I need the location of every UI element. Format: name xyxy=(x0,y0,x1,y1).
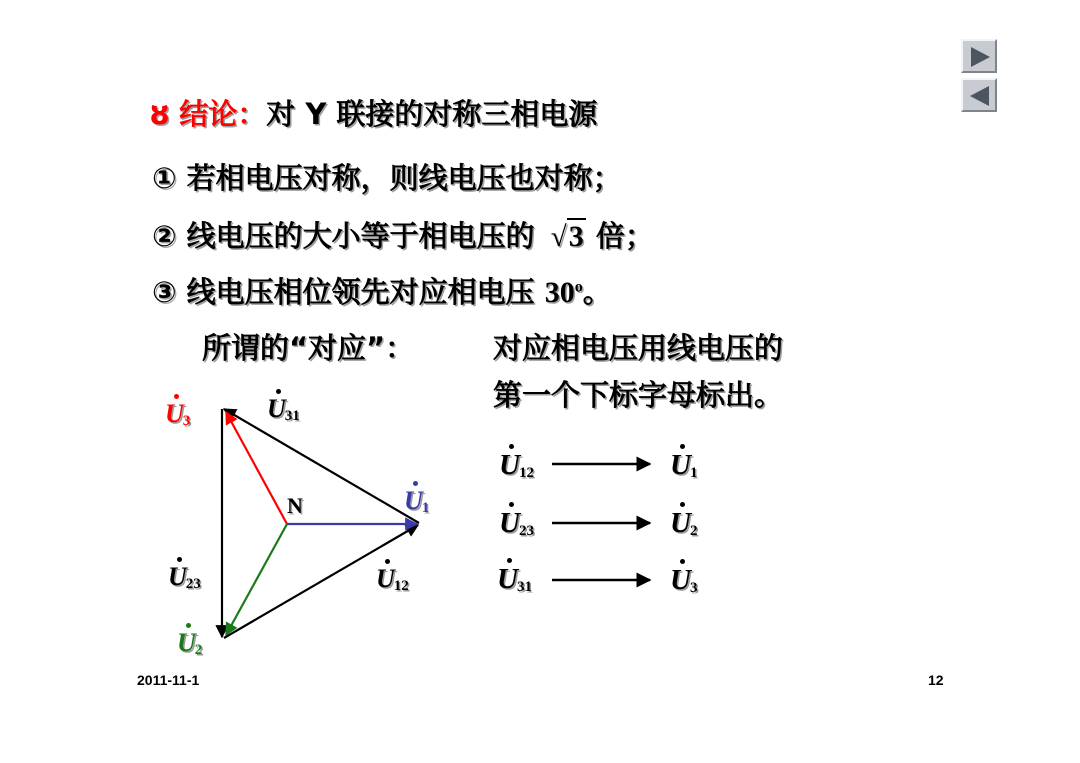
phasor-label-u2: $U_2$ xyxy=(177,628,203,658)
page-number: 12 xyxy=(928,672,944,688)
item-3-number: ③ xyxy=(152,275,177,309)
angle-unit: o xyxy=(574,278,583,296)
footer-date: 2011-11-1 xyxy=(137,672,200,688)
item-3-text: 线电压相位领先对应相电压 xyxy=(186,275,535,309)
angle-value: 30 xyxy=(544,276,575,309)
note-label: 所谓的“对应”： xyxy=(202,331,415,365)
mapping-from-1: $U_{12}$ xyxy=(499,449,534,481)
mapping-from-3: $U_{31}$ xyxy=(497,563,532,595)
conclusion-text: 对 Y 联接的对称三相电源 xyxy=(266,97,598,131)
item-1-number: ① xyxy=(152,161,177,195)
mapping-to-1: $U_1$ xyxy=(670,449,698,481)
mapping-to-3: $U_3$ xyxy=(670,564,698,596)
phasor-label-u3: $U_3$ xyxy=(165,399,191,429)
item-2-text: 线电压的大小等于相电压的 xyxy=(186,219,535,253)
phasor-label-u23: $U_{23}$ xyxy=(168,562,201,592)
mapping-from-2: $U_{23}$ xyxy=(499,507,534,539)
item-1-text: 若相电压对称，则线电压也对称； xyxy=(186,161,622,195)
bullet-icon: ȣ xyxy=(150,97,170,131)
item-2-number: ② xyxy=(152,219,177,253)
neutral-node-label: N xyxy=(287,493,303,518)
note-line-1: 对应相电压用线电压的 xyxy=(493,331,784,365)
conclusion-label: 结论： xyxy=(179,97,267,131)
item-3-end: 。 xyxy=(582,275,612,309)
item-2-text-after: 倍； xyxy=(595,219,654,253)
mapping-to-2: $U_2$ xyxy=(670,507,698,539)
note-line-2: 第一个下标字母标出。 xyxy=(493,378,784,412)
line-voltage-u31-arrow xyxy=(224,409,419,523)
phasor-label-u12: $U_{12}$ xyxy=(376,564,409,594)
sqrt-value: 3 xyxy=(568,220,584,253)
phasor-label-u1: $U_1$ xyxy=(404,486,430,516)
phasor-label-u31: $U_{31}$ xyxy=(267,394,300,424)
sqrt-symbol: √ xyxy=(550,221,567,253)
